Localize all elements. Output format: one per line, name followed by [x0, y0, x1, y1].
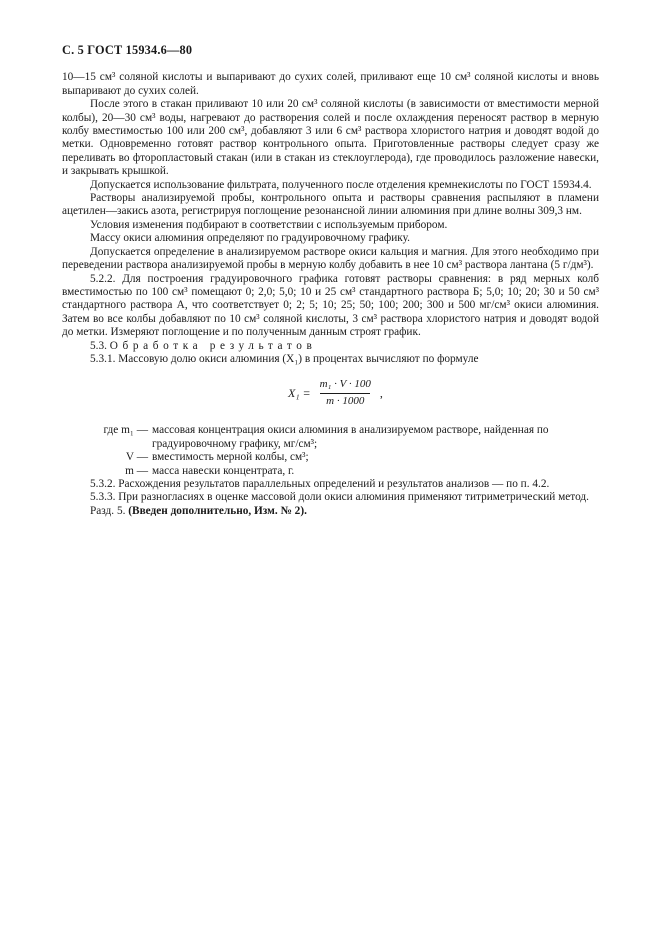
formula-numerator: m₁ · V · 100 — [319, 378, 371, 391]
amendment-note: (Введен дополнительно, Изм. № 2). — [128, 504, 307, 517]
paragraph-filtrate: Допускается использование фильтрата, полученного после отделения кремнекислоты по ГОСТ 15934.4. — [90, 178, 592, 191]
paragraph-spraying: Растворы анализируемой пробы, контрольного опыта и растворы сравнения распыляют в пламени ацетилен—закись азота, регистрируя поглощение резонансной линии алюминия при длине волны 309,3 нм. — [62, 192, 599, 218]
formula-lhs: X₁ = — [288, 385, 311, 400]
formula-trailing: , — [379, 385, 383, 400]
definition-row — [62, 424, 599, 451]
paragraph-calibration: 5.2.2. Для построения градуировочного графика готовят растворы сравнения: в ряд мерных колб вместимостью по 100 см³ помещают 0; 2,0; 5,0; 10 и 25 см³ стандартного раствора Б; 5,0; 10; 20; 30 и 50 см³ стандартного раствора А, что соответствует 0; 2; 5; 10; 25; 50; 100; 200; 300 и 500 мг/см³ окиси алюминия. Затем во все колбы добавляют по 10 см³ соляной кислоты, 3 см³ раствора хлористого натрия и доводят водой до метки. Измеряют поглощение и по полученным данным строят график. — [62, 272, 599, 339]
paragraph-discrepancy: 5.3.2. Расхождения результатов параллельных определений и результатов анализов — по п. 4.2. — [90, 477, 550, 490]
amendment-prefix: Разд. 5. — [90, 504, 126, 517]
paragraph-continued: 10—15 см³ соляной кислоты и выпаривают до сухих солей, приливают еще 10 см³ соляной кислоты и вновь выпаривают до сухих солей. — [62, 71, 599, 97]
paragraph-conditions: Условия изменения подбирают в соответствии с используемым прибором. — [90, 218, 448, 231]
formula — [288, 378, 383, 408]
paragraph-calcium-magnesium: Допускается определение в анализируемом растворе окиси кальция и магния. Для этого необходимо при переведении раствора анализируемой пробы в мерную колбу добавить в нее 10 см³ раствора лантана (5 г/дм³). — [62, 245, 599, 272]
paragraph-dissolution: После этого в стакан приливают 10 или 20 см³ соляной кислоты (в зависимости от вместимости мерной колбы), 20—30 см³ воды, нагревают до растворения солей и после охлаждения переносят раствор в мерную колбу вместимостью 100 или 200 см³, добавляют 3 или 6 см³ раствора хлористого натрия и доводят водой до метки. Одновременно готовят раствор контрольного опыта. Приготовленные растворы следует сразу же переливать во фторопластовый стакан (или в стакан из стеклоуглерода), где проводилось разложение навески, и закрывать крышкой. — [62, 98, 599, 178]
formula-block — [62, 374, 599, 418]
paragraph-amendment — [62, 505, 599, 518]
page-header: С. 5 ГОСТ 15934.6—80 — [62, 43, 193, 57]
section-title: Обработка результатов — [109, 339, 317, 352]
section-number: 5.3. — [90, 339, 107, 352]
definition-row — [62, 465, 599, 478]
variable-definitions — [62, 424, 599, 478]
definition-text: масса навески концентрата, г. — [152, 464, 295, 477]
definition-key: где m₁ — — [103, 424, 148, 437]
definition-text: вместимость мерной колбы, см³; — [152, 451, 309, 464]
definition-key: m — — [125, 464, 148, 477]
paragraph-formula-intro: 5.3.1. Массовую долю окиси алюминия (X₁) в процентах вычисляют по формуле — [90, 352, 479, 365]
definition-text: массовая концентрация окиси алюминия в анализируемом растворе, найденная по градуировочному графику, мг/см³; — [152, 424, 549, 450]
formula-denominator: m · 1000 — [320, 393, 370, 408]
paragraph-disagreement: 5.3.3. При разногласиях в оценке массовой доли окиси алюминия применяют титриметрический метод. — [90, 491, 589, 504]
definition-row — [62, 451, 599, 464]
document-page — [62, 44, 599, 518]
definition-key: V — — [125, 451, 148, 464]
paragraph-mass: Массу окиси алюминия определяют по градуировочному графику. — [90, 232, 410, 245]
formula-fraction — [314, 378, 377, 408]
section-heading-5-3 — [62, 340, 599, 353]
